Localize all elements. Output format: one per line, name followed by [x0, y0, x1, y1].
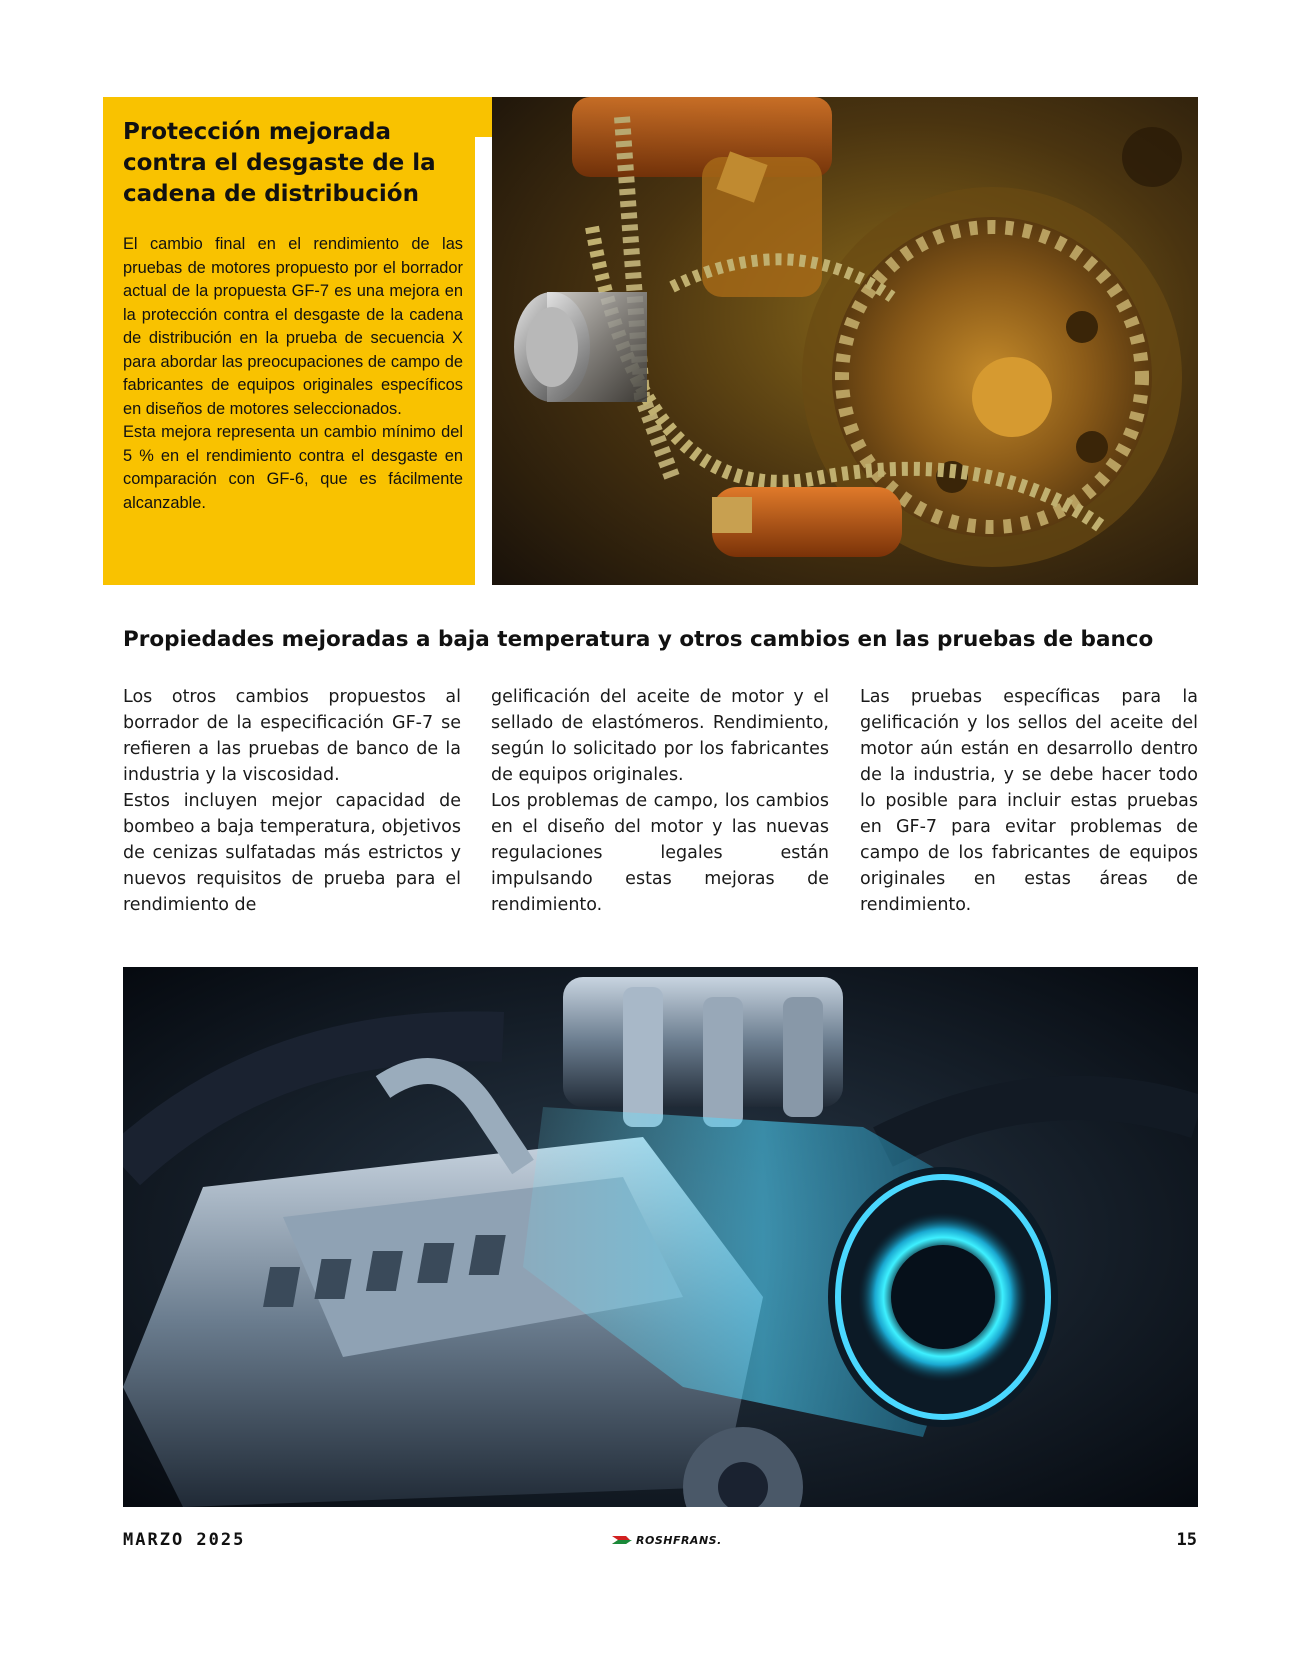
- column-paragraph: Estos incluyen mejor capacidad de bombeo a baja temperatura, objetivos de cenizas sulfatadas más estrictos y nuevos requisitos de prueba para el rendimiento de: [123, 791, 461, 915]
- issue-date: MARZO 2025: [123, 1530, 246, 1550]
- roshfrans-logo: [612, 1529, 732, 1551]
- column-paragraph: Las pruebas específicas para la gelificación y los sellos del aceite del motor aún están en desarrollo dentro de la industria, y se debe hacer todo lo posible para incluir estas pruebas en GF-7 para evitar problemas de campo de los fabricantes de equipos originales en estas áreas de rendimiento.: [860, 687, 1198, 915]
- callout-paragraph: Esta mejora representa un cambio mínimo del 5 % en el rendimiento contra el desgaste en comparación con GF-6, que es fácilmente alcanzable.: [123, 423, 463, 512]
- callout-paragraph: El cambio final en el rendimiento de las pruebas de motores propuesto por el borrador actual de la propuesta GF-7 es una mejora en la protección contra el desgaste de la cadena de distribución en la prueba de secuencia X para abordar las preocupaciones de campo de fabricantes de equipos originales específicos en diseños de motores seleccionados.: [123, 235, 463, 418]
- callout-title: Protección mejorada contra el desgaste de la cadena de distribución: [123, 119, 436, 207]
- column-paragraph: Los otros cambios propuestos al borrador de la especificación GF-7 se refieren a las pruebas de banco de la industria y la viscosidad.: [123, 687, 461, 785]
- column-3: [860, 684, 1198, 918]
- text-columns: [123, 684, 1198, 944]
- column-paragraph: gelificación del aceite de motor y el sellado de elastómeros. Rendimiento, según lo solicitado por los fabricantes de equipos originales.: [491, 687, 829, 785]
- logo-text: ROSHFRANS.: [636, 1533, 722, 1547]
- timing-chain-photo: [492, 97, 1198, 585]
- engine-photo: [123, 967, 1198, 1507]
- column-1: [123, 684, 461, 918]
- section-title: Propiedades mejoradas a baja temperatura y otros cambios en las pruebas de banco: [123, 627, 1154, 652]
- logo-arrow-icon: [612, 1534, 634, 1546]
- column-paragraph: Los problemas de campo, los cambios en el diseño del motor y las nuevas regulaciones legales están impulsando estas mejoras de rendimiento.: [491, 791, 829, 915]
- column-2: [491, 684, 829, 918]
- page-number: 15: [1176, 1530, 1197, 1550]
- callout-body: [123, 233, 463, 515]
- callout-box: [103, 97, 475, 585]
